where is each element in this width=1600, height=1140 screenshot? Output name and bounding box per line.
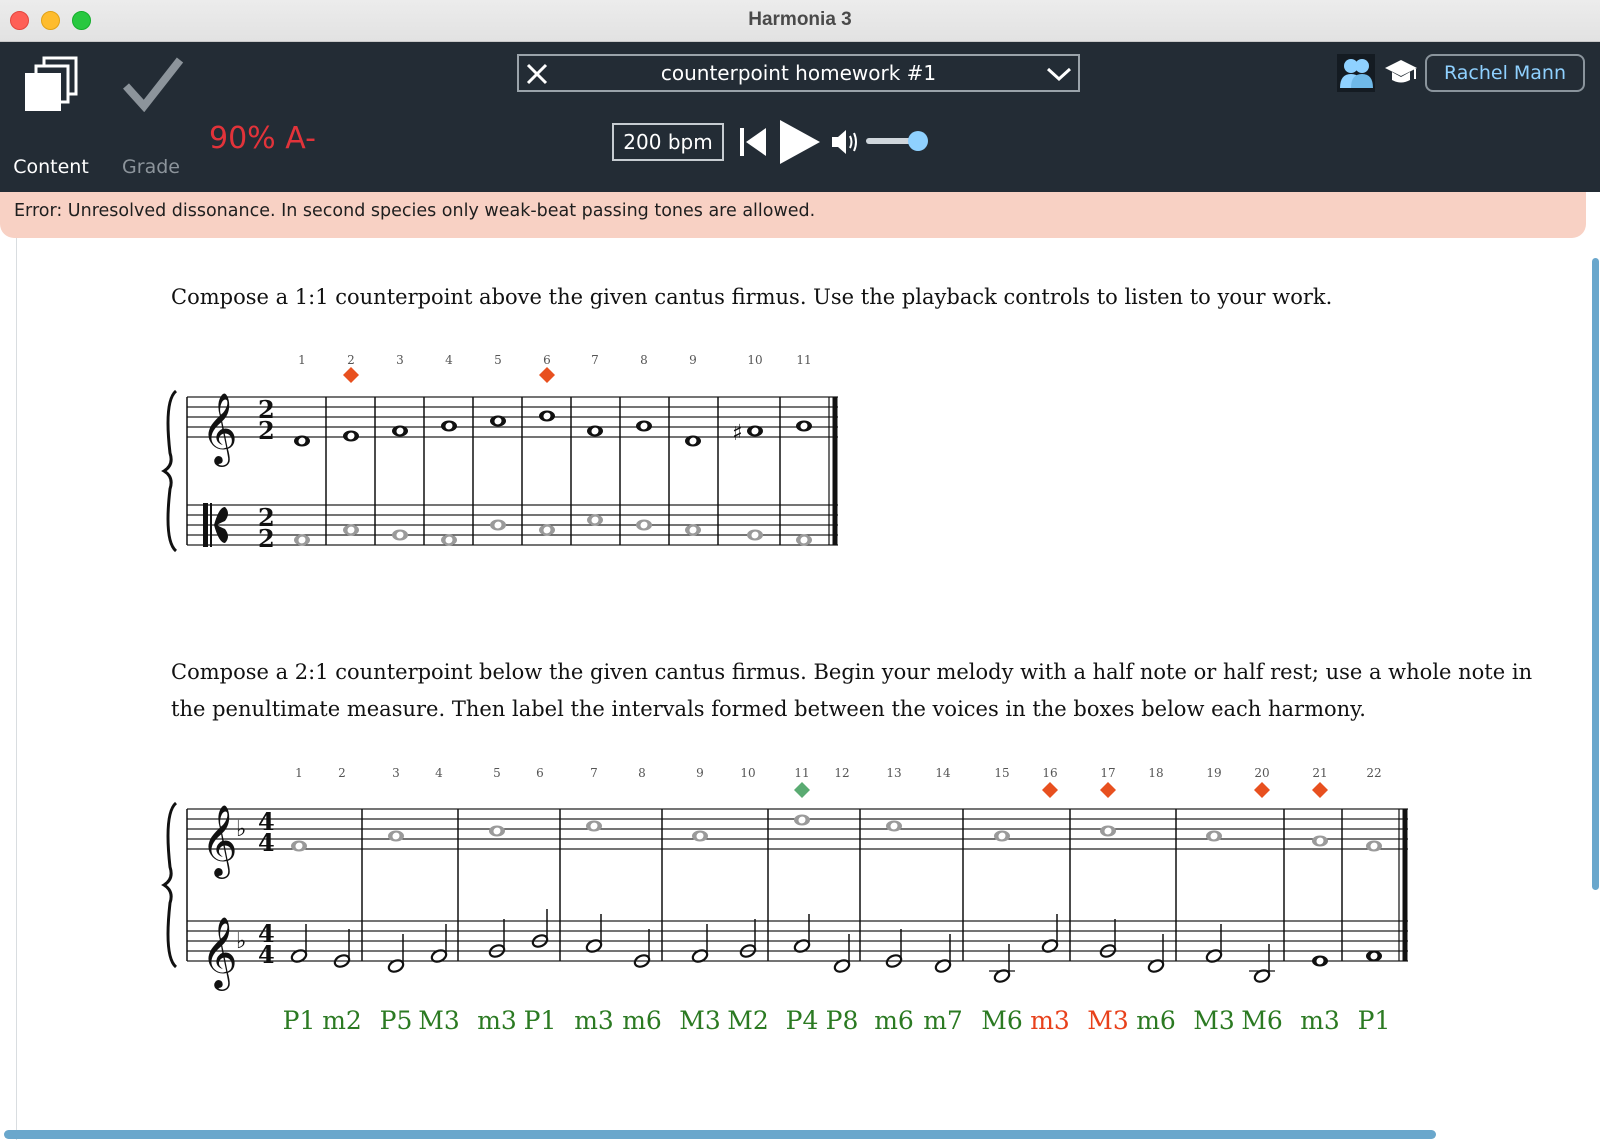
ex2-interval-label: M3 [1087,1006,1129,1035]
ex2-time-signature-lower [258,919,275,969]
alto-clef-bar [210,503,212,547]
ex2-counterpoint-note [333,929,351,969]
ex1-measure-number: 4 [445,353,453,367]
ex1-counterpoint-note [796,421,812,432]
ex2-beat-number: 7 [590,766,598,780]
ex2-counterpoint-note [290,924,308,964]
ex1-time-signature-alto [258,503,275,553]
ex2-error-flag [1312,782,1328,798]
ex1-measure-number: 6 [543,353,551,367]
ex2-cantus-note [1100,826,1116,837]
ex2-treble-clef: 𝄞 [201,803,238,876]
time-signature-top: 2 [258,395,275,424]
ex1-cantus-note [539,525,555,536]
tempo-field[interactable]: 200 bpm [612,123,724,161]
ex1-alto-staff [187,505,838,545]
ex2-beat-number: 14 [935,766,951,780]
ex2-counterpoint-note [1099,919,1117,959]
ex2-beat-number: 16 [1042,766,1058,780]
ex2-interval-label: M6 [1241,1006,1283,1035]
ex2-interval-label: m2 [322,1006,362,1035]
ex2-error-flag [1254,782,1270,798]
ex2-counterpoint-note [739,919,757,959]
ex1-counterpoint-note [685,436,701,447]
ex2-time-signature [258,807,275,857]
ex1-cantus-note [796,535,812,546]
grade-label: Grade [122,156,180,178]
ex2-treble-staff [187,809,1408,849]
ex1-measure-number: 7 [591,353,599,367]
ex1-counterpoint-note [747,426,763,437]
ex2-interval-label: m3 [1300,1006,1340,1035]
ex2-counterpoint-note [585,914,603,954]
ex1-measure-number: 3 [396,353,404,367]
ex2-error-flag [1042,782,1058,798]
ex2-counterpoint-note [1253,944,1271,984]
ex2-interval-label: P1 [282,1006,316,1035]
ex2-beat-number: 8 [638,766,646,780]
ex2-counterpoint-whole-note [1366,951,1382,962]
ex1-counterpoint-note [392,426,408,437]
ex2-beat-number: 1 [295,766,303,780]
alto-clef-bar [203,503,208,547]
ex1-measure-number: 9 [689,353,697,367]
ex1-counterpoint-note [587,426,603,437]
ex1-measure-number: 8 [640,353,648,367]
ex2-interval-label: m3 [574,1006,614,1035]
time-signature-bottom: 2 [258,524,275,553]
ex2-counterpoint-note [934,934,952,974]
ex1-time-signature-treble [258,395,275,445]
ex1-counterpoint-note [636,421,652,432]
ex1-counterpoint-note [343,431,359,442]
ex2-interval-label: P5 [379,1006,413,1035]
ex1-counterpoint-note [490,416,506,427]
ex2-counterpoint-note [430,924,448,964]
ex2-cantus-note [1312,836,1328,847]
ex2-counterpoint-note [833,934,851,974]
ex2-beat-number: 12 [834,766,850,780]
ex2-cantus-note [1366,841,1382,852]
ex2-interval-label: m6 [1136,1006,1176,1035]
ex2-interval-label: P1 [1357,1006,1391,1035]
ex1-cantus-note [490,520,506,531]
ex2-treble-clef-lower: 𝄞 [201,915,238,988]
ex2-interval-label: m6 [874,1006,914,1035]
ex2-cantus-note [994,831,1010,842]
assignment-name: counterpoint homework #1 [660,61,937,85]
ex2-cantus-note [794,815,810,826]
ex2-error-flag [1100,782,1116,798]
ex2-beat-number: 13 [886,766,902,780]
ex2-counterpoint-whole-note [1312,956,1328,967]
ex2-beat-number: 3 [392,766,400,780]
time-signature-top: 4 [258,807,275,836]
ex2-beat-number: 2 [338,766,346,780]
ex2-beat-number: 9 [696,766,704,780]
ex2-interval-label: m7 [923,1006,963,1035]
ex2-interval-label: P1 [523,1006,557,1035]
ex2-interval-label: M2 [727,1006,769,1035]
time-signature-top: 2 [258,503,275,532]
time-signature-bottom: 4 [258,828,275,857]
ex2-cantus-note [388,831,404,842]
ex1-treble-clef: 𝄞 [201,391,238,464]
exercise2-instruction: Compose a 2:1 counterpoint below the given cantus firmus. Begin your melody with a half note or half rest; use a whole note in the penultimate measure. Then label the intervals formed between the voices in the boxes below each harmony. [171,660,1533,721]
ex2-interval-label: m3 [1030,1006,1070,1035]
ex1-cantus-note [294,535,310,546]
ex1-cantus-note [685,525,701,536]
ex2-counterpoint-note [885,929,903,969]
vertical-scrollbar[interactable] [1592,258,1599,890]
ex1-cantus-note [343,525,359,536]
ex2-counterpoint-note [633,929,651,969]
content-label: Content [13,156,89,178]
ex2-counterpoint-note [1147,934,1165,974]
ex1-cantus-note [392,530,408,541]
ex1-measure-number: 5 [494,353,502,367]
ex2-key-signature-flat: ♭ [236,817,247,842]
ex1-cantus-note [587,515,603,526]
ex2-beat-number: 5 [493,766,501,780]
ex1-counterpoint-note [441,421,457,432]
ex1-measure-number: 11 [796,353,812,367]
ex2-beat-number: 10 [740,766,756,780]
ex2-correct-flag [794,782,810,798]
ex2-cantus-note [291,841,307,852]
ex2-beat-number: 18 [1148,766,1164,780]
ex1-measure-number: 2 [347,353,355,367]
grade-score: 90% A- [209,121,316,156]
ex2-interval-label: M3 [679,1006,721,1035]
ex2-beat-number: 21 [1312,766,1328,780]
ex2-counterpoint-note [531,909,549,949]
time-signature-top: 4 [258,919,275,948]
ex1-cantus-note [636,520,652,531]
ex1-cantus-note [441,535,457,546]
ex2-brace [164,803,176,967]
ex2-counterpoint-note [1205,924,1223,964]
ex2-key-signature-flat-lower: ♭ [236,929,247,954]
ex1-counterpoint-note [539,411,555,422]
ex1-brace [164,391,176,551]
ex2-interval-label: P4 [785,1006,819,1035]
ex1-cantus-note [747,530,763,541]
ex2-treble-staff-lower [187,921,1408,961]
ex2-interval-label: m6 [622,1006,662,1035]
ex2-counterpoint-note [993,944,1011,984]
ex2-interval-label: P8 [825,1006,859,1035]
horizontal-scrollbar[interactable] [4,1130,1436,1139]
time-signature-bottom: 2 [258,416,275,445]
ex1-measure-number: 1 [298,353,306,367]
ex2-cantus-note [886,821,902,832]
ex2-interval-label: M3 [1193,1006,1235,1035]
ex2-beat-number: 4 [435,766,443,780]
ex2-interval-label: m3 [477,1006,517,1035]
window-title: Harmonia 3 [748,9,852,30]
ex2-counterpoint-note [387,934,405,974]
ex2-beat-number: 6 [536,766,544,780]
ex2-beat-number: 11 [794,766,810,780]
ex1-sharp-accidental: ♯ [732,421,743,446]
ex1-counterpoint-note [294,436,310,447]
ex2-counterpoint-note [793,914,811,954]
ex1-error-flag [343,367,359,383]
ex2-counterpoint-note [691,924,709,964]
ex2-cantus-note [489,826,505,837]
ex2-cantus-note [586,821,602,832]
ex2-cantus-note [692,831,708,842]
exercise1-instruction: Compose a 1:1 counterpoint above the given cantus firmus. Use the playback controls to listen to your work. [171,285,1333,309]
user-account-button[interactable]: Rachel Mann [1425,54,1585,92]
ex2-beat-number: 19 [1206,766,1222,780]
ex2-cantus-note [1206,831,1222,842]
ex2-beat-number: 20 [1254,766,1270,780]
error-message: Error: Unresolved dissonance. In second species only weak-beat passing tones are allowed. [14,201,816,221]
ex2-interval-label: M6 [981,1006,1023,1035]
ex1-error-flag [539,367,555,383]
ex2-beat-number: 17 [1100,766,1116,780]
ex2-beat-number: 15 [994,766,1010,780]
ex2-beat-number: 22 [1366,766,1382,780]
ex2-counterpoint-note [1041,914,1059,954]
time-signature-bottom: 4 [258,940,275,969]
ex1-measure-number: 10 [747,353,763,367]
ex2-counterpoint-note [488,919,506,959]
ex2-interval-label: M3 [418,1006,460,1035]
